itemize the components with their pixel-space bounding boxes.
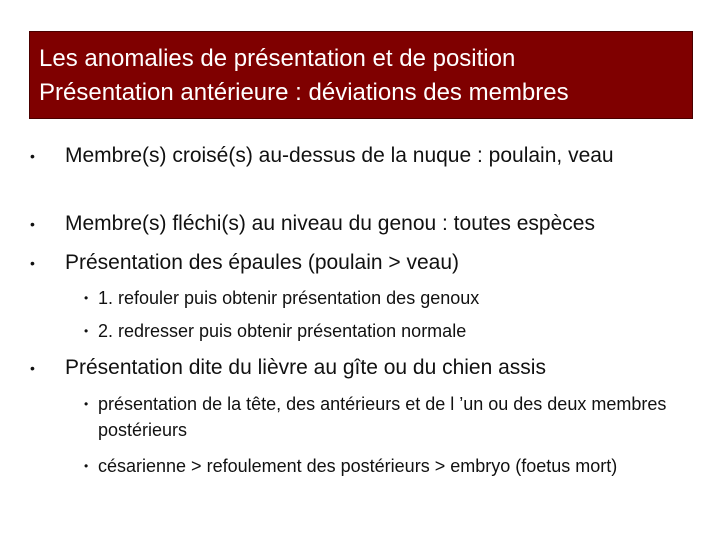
bullet-marker: • — [30, 255, 35, 271]
sub-bullet-text: 1. refouler puis obtenir présentation des genoux — [98, 288, 480, 308]
bullet-marker: • — [30, 216, 35, 232]
sub-bullet-text: 2. redresser puis obtenir présentation normale — [98, 321, 467, 341]
sub-bullet-marker: • — [84, 397, 89, 411]
slide-title: Les anomalies de présentation et de position — [39, 45, 516, 72]
bullet-text: Membre(s) croisé(s) au-dessus de la nuque : poulain, veau — [65, 144, 614, 167]
sub-bullet-marker: • — [84, 291, 89, 305]
sub-bullet-text: césarienne > refoulement des postérieurs > embryo (foetus mort) — [98, 456, 618, 476]
slide-subtitle: Présentation antérieure : déviations des membres — [39, 79, 569, 106]
bullet-marker: • — [30, 360, 35, 376]
bullet-text: Présentation des épaules (poulain > veau) — [65, 251, 460, 274]
bullet-text: Membre(s) fléchi(s) au niveau du genou : toutes espèces — [65, 212, 595, 235]
bullet-marker: • — [30, 148, 35, 164]
sub-bullet-marker: • — [84, 459, 89, 473]
sub-bullet-marker: • — [84, 324, 89, 338]
slide-title-banner — [29, 31, 693, 119]
sub-bullet-text: présentation de la tête, des antérieurs et de l ’un ou des deux membres postérieurs — [98, 394, 667, 440]
bullet-text: Présentation dite du lièvre au gîte ou du chien assis — [65, 356, 546, 379]
